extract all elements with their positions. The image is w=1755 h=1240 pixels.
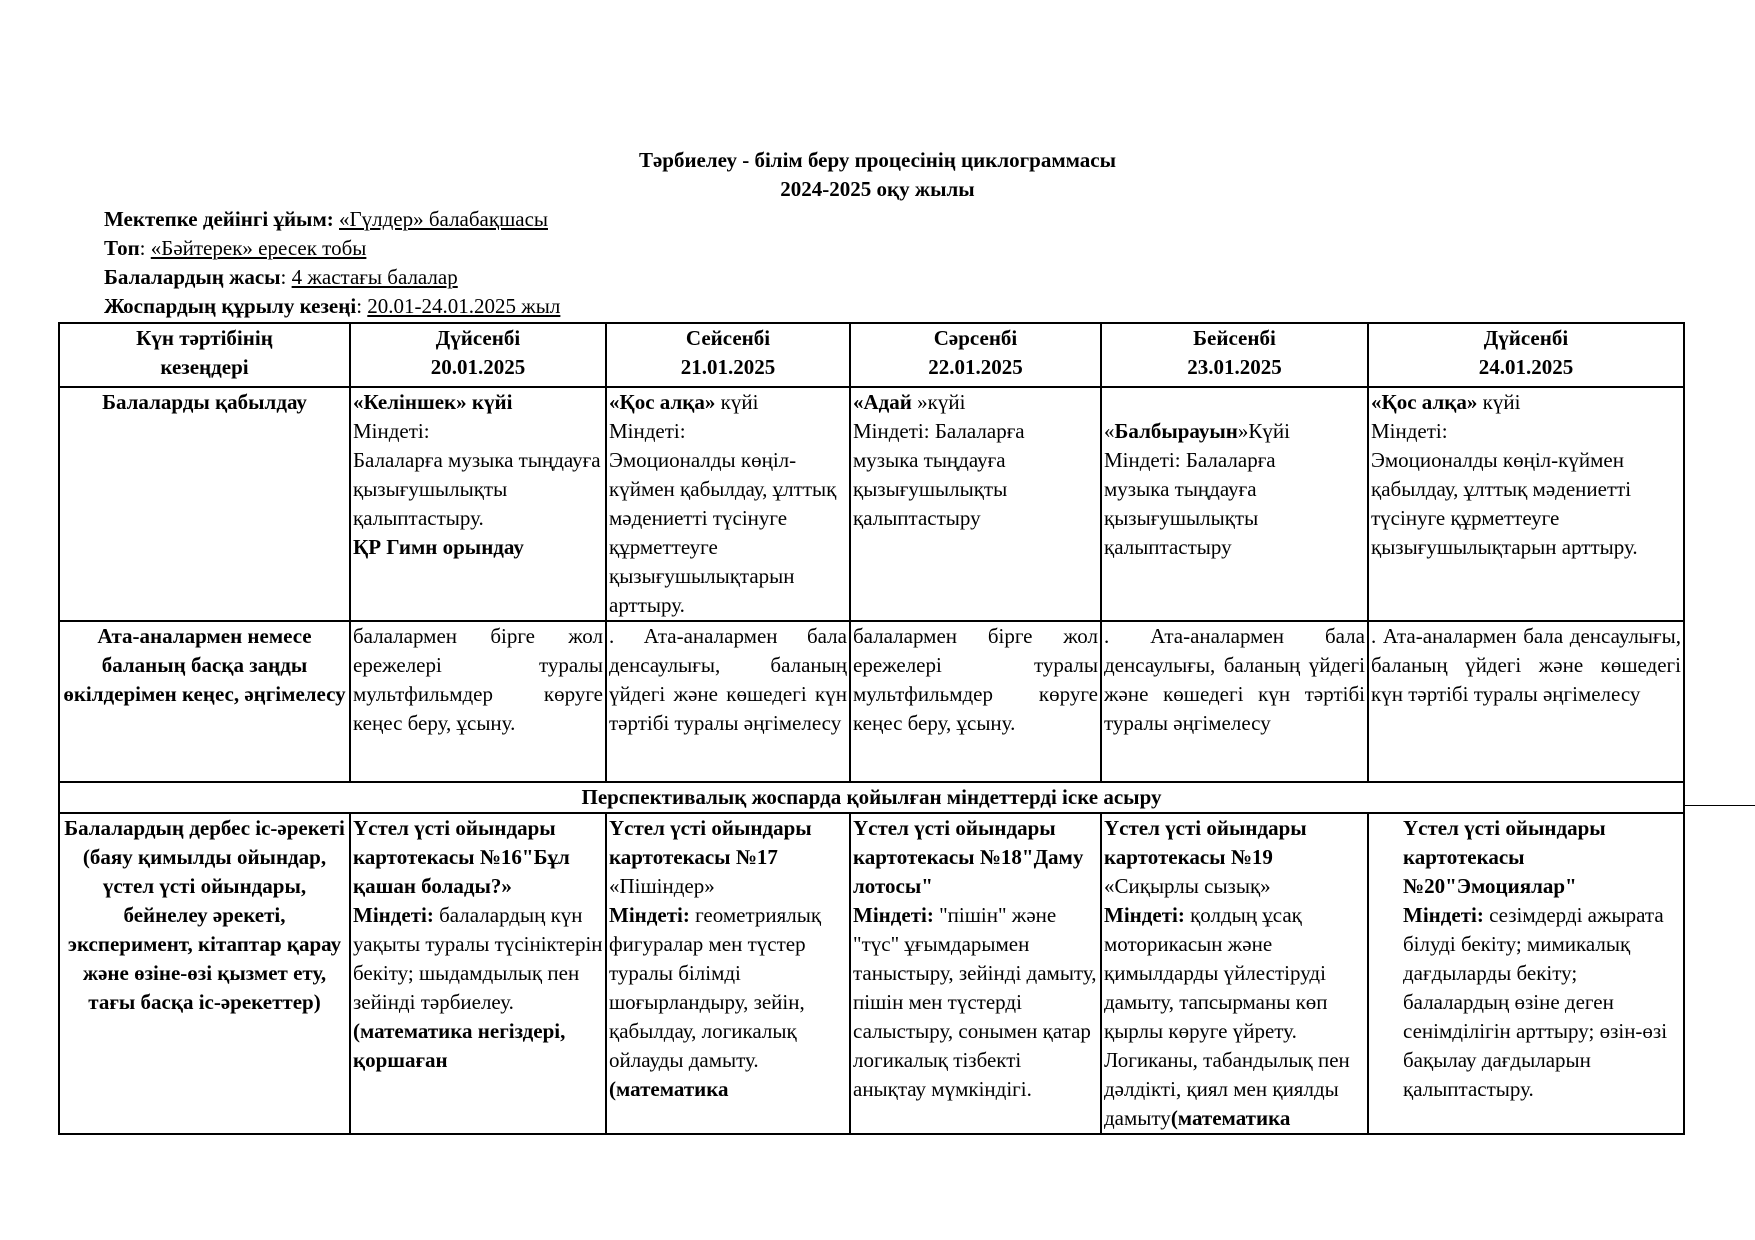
day-name: Бейсенбі: [1193, 326, 1276, 350]
activity-title: Үстел үсті ойындары картотекасы №20"Эмоциялар": [1403, 816, 1606, 898]
age-value: 4 жастағы балалар: [291, 265, 458, 289]
document-title: Тәрбиелеу - білім беру процесінің циклограммасы: [638, 148, 1117, 172]
academic-year: 2024-2025 оқу жылы: [780, 177, 975, 201]
day-name: Дүйсенбі: [1483, 326, 1569, 350]
document-meta: [104, 205, 560, 321]
reception-cell: «Келіншек» күйі Міндеті: Балаларға музыка тыңдауға қызығушылықты қалыптастыру. ҚР Гимн орындау: [350, 387, 606, 621]
activity-title: Үстел үсті ойындары картотекасы №19: [1104, 816, 1307, 869]
activity-cell: Үстел үсті ойындары картотекасы №17 «Пішіндер» Міндеті: геометриялық фигуралар мен түстер туралы білімді шоғырландыру, зейін, қабылдау, логикалық ойлауды дамыту. (математика: [606, 813, 850, 1134]
header-day-cell: [606, 323, 850, 387]
parents-cell: балалармен бірге жол ережелері туралы мультфильмдер көруге кеңес беру, ұсыну.: [850, 621, 1101, 782]
stray-rule-line: [1684, 805, 1755, 806]
independent-row: [59, 813, 1684, 1134]
reception-cell: «Адай »күйі Міндеті: Балаларға музыка тыңдауға қызығушылықты қалыптастыру: [850, 387, 1101, 621]
row-label: Балалардың дербес іс-әрекеті (баяу қимылды ойындар, үстел үсті ойындары, бейнелеу әрекеті, эксперимент, кітаптар қарау және өзіне-өзі қызмет ету, тағы басқа іс-әрекеттер): [59, 813, 350, 1134]
age-line: Балалардың жасы: 4 жастағы балалар: [104, 265, 458, 289]
group-line: Топ: «Бәйтерек» ересек тобы: [104, 236, 367, 260]
header-day-cell: [850, 323, 1101, 387]
period-line: Жоспардың құрылу кезеңі: 20.01-24.01.2025 жыл: [104, 294, 561, 318]
activity-cell: Үстел үсті ойындары картотекасы №19 «Сиқырлы сызық» Міндеті: қолдың ұсақ моторикасын және қимылдарды үйлестіруді дамыту, тапсырманы көп қырлы көруге үйрету. Логиканы, табандылық пен дәлдікті, қиял мен қиялды дамыту(математика: [1101, 813, 1368, 1134]
header-day-cell: [350, 323, 606, 387]
group-label: Топ: [104, 236, 140, 260]
day-name: Сейсенбі: [685, 326, 771, 350]
activity-title: Үстел үсті ойындары картотекасы №17: [609, 816, 812, 869]
day-name: Дүйсенбі: [435, 326, 521, 350]
age-label: Балалардың жасы: [104, 265, 281, 289]
parents-cell: балалармен бірге жол ережелері туралы мультфильмдер көруге кеңес беру, ұсыну.: [350, 621, 606, 782]
org-label: Мектепке дейінгі ұйым:: [104, 207, 334, 231]
row-label: Ата-аналармен немесе баланың басқа заңды өкілдерімен кеңес, әңгімелесу: [59, 621, 350, 782]
period-label: Жоспардың құрылу кезеңі: [104, 294, 357, 318]
section-heading: Перспективалық жоспарда қойылған міндеттерді іске асыру: [59, 782, 1684, 813]
schedule-table: [58, 322, 1685, 1135]
day-name: Сәрсенбі: [933, 326, 1018, 350]
period-value: 20.01-24.01.2025 жыл: [367, 294, 561, 318]
parents-row: [59, 621, 1684, 782]
header-day-cell: [1368, 323, 1684, 387]
day-date: 20.01.2025: [430, 355, 526, 379]
activity-cell: Үстел үсті ойындары картотекасы №18"Даму лотосы" Міндеті: "пішін" және "түс" ұғымдарымен таныстыру, зейінді дамыту, пішін мен түстерді салыстыру, сонымен қатар логикалық тізбекті анықтау мүмкіндігі.: [850, 813, 1101, 1134]
org-line: [104, 205, 560, 234]
parents-cell: . Ата-аналармен бала денсаулығы, баланың үйдегі және көшедегі күн тәртібі туралы әңгімелесу: [1101, 621, 1368, 782]
reception-cell: «Қос алқа» күйі Міндеті: Эмоционалды көңіл-күймен қабылдау, ұлттық мәдениетті түсінуге құрметтеуге қызығушылықтарын арттыру.: [606, 387, 850, 621]
anthem-note: ҚР Гимн орындау: [353, 535, 524, 559]
org-value: «Гүлдер» балабақшасы: [339, 207, 548, 231]
row-label: Балаларды қабылдау: [59, 387, 350, 621]
header-row: [59, 323, 1684, 387]
reception-cell: «Балбырауын»Күйі Міндеті: Балаларға музыка тыңдауға қызығушылықты қалыптастыру: [1101, 387, 1368, 621]
group-value: «Бәйтерек» ересек тобы: [150, 236, 367, 260]
activity-cell: Үстел үсті ойындары картотекасы №20"Эмоциялар" Міндеті: сезімдерді ажырата білуді бекіту; мимикалық дағдыларды бекіту; балалардың өзіне деген сенімділігін арттыру; өзін-өзі бақылау дағдыларын қалыптастыру.: [1368, 813, 1684, 1134]
parents-cell: . Ата-аналармен бала денсаулығы, баланың үйдегі және көшедегі күн тәртібі туралы әңгімелесу: [606, 621, 850, 782]
section-row: [59, 782, 1684, 813]
activity-title: Үстел үсті ойындары картотекасы №18"Даму лотосы": [853, 816, 1084, 898]
day-date: 21.01.2025: [680, 355, 776, 379]
parents-cell: . Ата-аналармен бала денсаулығы, баланың үйдегі және көшедегі күн тәртібі туралы әңгімелесу: [1368, 621, 1684, 782]
day-date: 23.01.2025: [1187, 355, 1282, 379]
day-date: 22.01.2025: [928, 355, 1023, 379]
reception-row: [59, 387, 1684, 621]
reception-cell: «Қос алқа» күйі Міндеті: Эмоционалды көңіл-күймен қабылдау, ұлттық мәдениетті түсінуге құрметтеуге қызығушылықтарын арттыру.: [1368, 387, 1684, 621]
header-regime-cell: Күн тәртібінің кезеңдері: [59, 323, 350, 387]
activity-title: Үстел үсті ойындары картотекасы №16"Бұл қашан болады?»: [353, 816, 570, 898]
day-date: 24.01.2025: [1478, 355, 1574, 379]
activity-cell: Үстел үсті ойындары картотекасы №16"Бұл қашан болады?» Міндеті: балалардың күн уақыты туралы түсініктерін бекіту; шыдамдылық пен зейінді тәрбиелеу.(математика негіздері, қоршаған: [350, 813, 606, 1134]
header-day-cell: [1101, 323, 1368, 387]
